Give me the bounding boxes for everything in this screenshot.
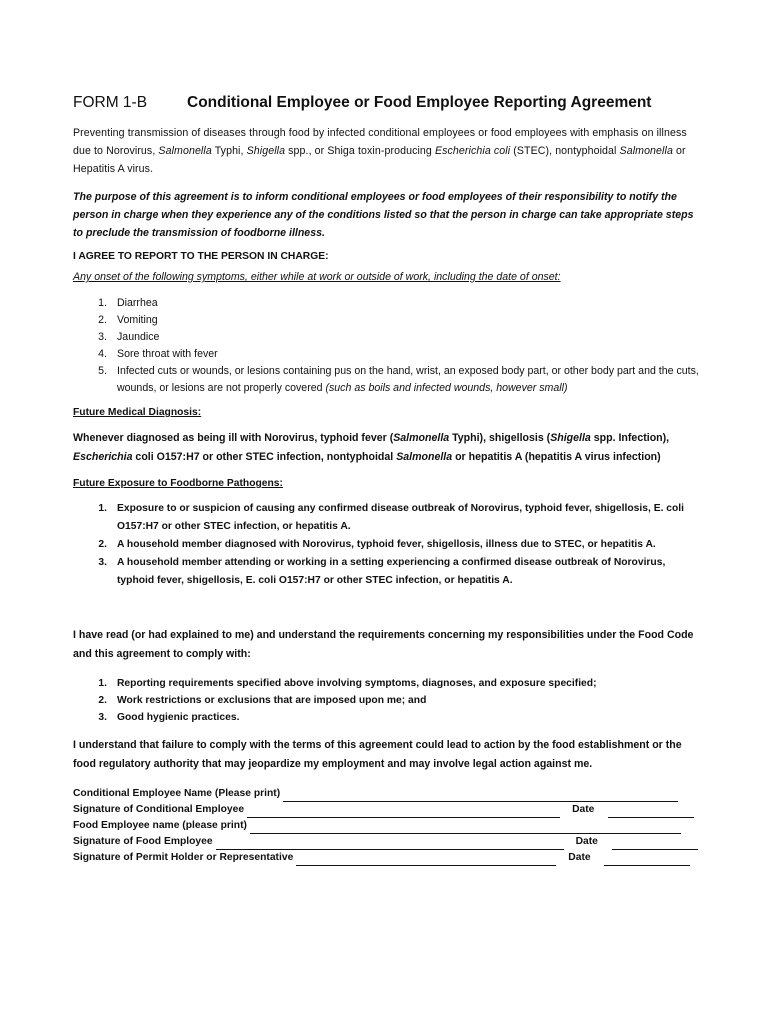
form-title: Conditional Employee or Food Employee Reporting Agreement bbox=[187, 94, 652, 111]
understand-statement: I understand that failure to comply with the terms of this agreement could lead to action by the food establishment or the food regulatory authority that may jeopardize my employment and may involve legal action against me. bbox=[73, 739, 682, 770]
date-label: Date bbox=[572, 804, 595, 815]
list-item: 3. Jaundice bbox=[98, 331, 160, 343]
diagnosis-heading: Future Medical Diagnosis: bbox=[73, 407, 202, 418]
list-item: 2. A household member diagnosed with Norovirus, typhoid fever, shigellosis, illness due to STEC, or hepatitis A. bbox=[98, 539, 656, 550]
form-id: FORM 1-B bbox=[73, 94, 148, 111]
food-name-label: Food Employee name (please print) bbox=[73, 820, 247, 831]
signature-block bbox=[73, 786, 701, 866]
date-label: Date bbox=[575, 836, 598, 847]
list-item: 3. A household member attending or working in a setting experiencing a confirmed disease outbreak of Norovirus, typhoid fever, shigellosis, E. coli O157:H7 or other STEC infection, or hepatitis A. bbox=[98, 557, 666, 586]
exposure-list bbox=[73, 500, 701, 590]
permit-date-field[interactable] bbox=[604, 853, 690, 866]
purpose-statement: The purpose of this agreement is to inform conditional employees or food employees of their responsibility to notify the person in charge when they experience any of the conditions listed so that the person in charge can take appropriate steps to preclude the transmission of foodborne illness. bbox=[73, 191, 694, 239]
cond-sig-field[interactable] bbox=[247, 805, 560, 818]
food-date-field[interactable] bbox=[612, 837, 698, 850]
permit-sig-label: Signature of Permit Holder or Representative bbox=[73, 852, 294, 863]
food-sig-row bbox=[73, 834, 701, 850]
requirements-list bbox=[73, 675, 701, 726]
permit-sig-field[interactable] bbox=[296, 853, 556, 866]
form-header bbox=[73, 94, 701, 112]
list-item: 3. Good hygienic practices. bbox=[98, 712, 240, 723]
cond-date-field[interactable] bbox=[608, 805, 694, 818]
cond-name-row bbox=[73, 786, 701, 802]
cond-name-label: Conditional Employee Name (Please print) bbox=[73, 788, 281, 799]
form-page bbox=[73, 94, 701, 866]
list-item: 4. Sore throat with fever bbox=[98, 348, 218, 360]
list-item: 2. Work restrictions or exclusions that are imposed upon me; and bbox=[98, 695, 427, 706]
onset-heading: Any onset of the following symptoms, either while at work or outside of work, including the date of onset: bbox=[73, 271, 561, 283]
food-name-row bbox=[73, 818, 701, 834]
exposure-heading: Future Exposure to Foodborne Pathogens: bbox=[73, 478, 283, 489]
cond-sig-label: Signature of Conditional Employee bbox=[73, 804, 245, 815]
read-statement: I have read (or had explained to me) and understand the requirements concerning my responsibilities under the Food Code and this agreement to comply with: bbox=[73, 629, 694, 660]
cond-name-field[interactable] bbox=[283, 789, 678, 802]
permit-sig-row bbox=[73, 850, 701, 866]
list-item: 5. Infected cuts or wounds, or lesions containing pus on the hand, wrist, an exposed body part, or other body part and the cuts, wounds, or lesions are not properly covered (such as boils and infected wounds, however small) bbox=[98, 365, 699, 394]
list-item: 1. Diarrhea bbox=[98, 297, 158, 309]
food-sig-label: Signature of Food Employee bbox=[73, 836, 213, 847]
diagnosis-paragraph: Whenever diagnosed as being ill with Norovirus, typhoid fever (Salmonella Typhi), shigellosis (Shigella spp. Infection), Escherichia coli O157:H7 or other STEC infection, nontyphoidal Salmonella or hepatitis A (hepatitis A virus infection) bbox=[73, 432, 670, 463]
food-name-field[interactable] bbox=[250, 821, 681, 834]
agree-heading: I AGREE TO REPORT TO THE PERSON IN CHARGE: bbox=[73, 251, 329, 262]
date-label: Date bbox=[568, 852, 591, 863]
food-sig-field[interactable] bbox=[216, 837, 564, 850]
list-item: 1. Reporting requirements specified above involving symptoms, diagnoses, and exposure specified; bbox=[98, 678, 597, 689]
intro-paragraph: Preventing transmission of diseases through food by infected conditional employees or food employees with emphasis on illness due to Norovirus, Salmonella Typhi, Shigella spp., or Shiga toxin-producing Escherichia coli (STEC), nontyphoidal Salmonella or Hepatitis A virus. bbox=[73, 127, 687, 175]
cond-sig-row bbox=[73, 802, 701, 818]
list-item: 1. Exposure to or suspicion of causing any confirmed disease outbreak of Norovirus, typhoid fever, shigellosis, E. coli O157:H7 or other STEC infection, or hepatitis A. bbox=[98, 503, 685, 532]
symptom-list bbox=[73, 295, 701, 397]
list-item: 2. Vomiting bbox=[98, 314, 158, 326]
